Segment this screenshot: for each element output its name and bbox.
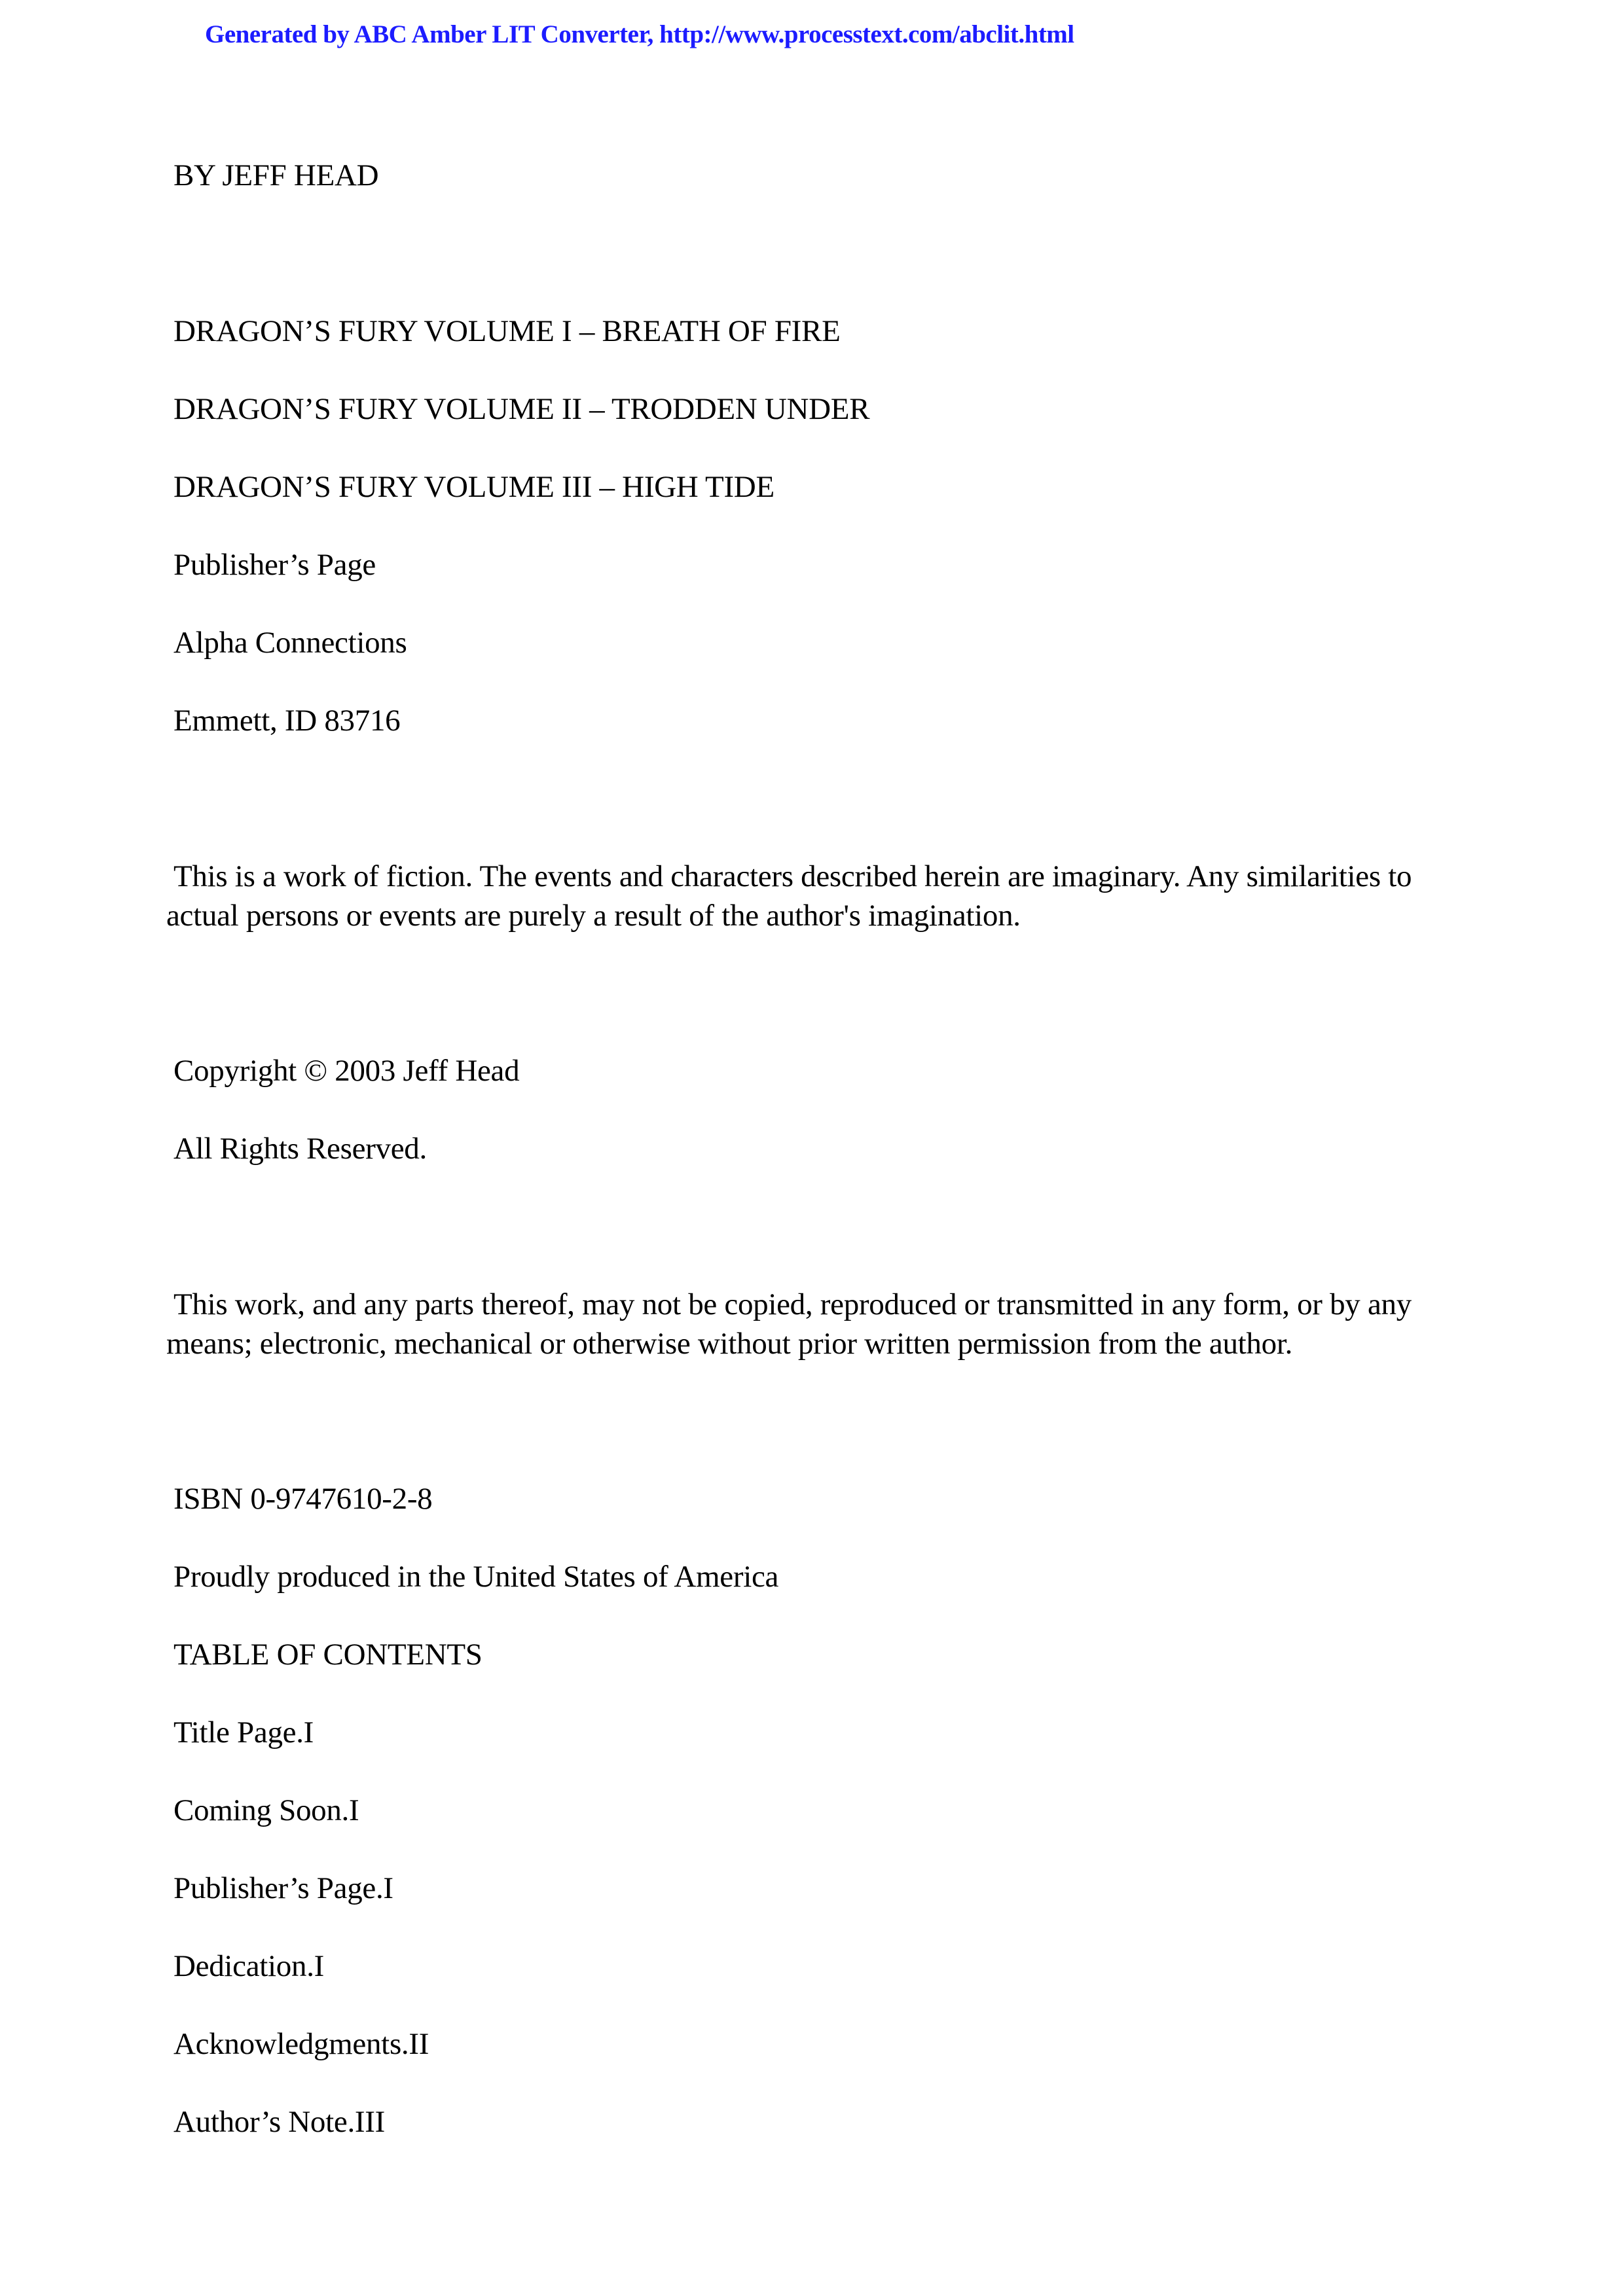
permission-notice-line-1: This work, and any parts thereof, may not be copied, reproduced or transmitted in any form, or by any <box>173 1287 1412 1321</box>
publisher-address: Emmett, ID 83716 <box>173 704 401 738</box>
toc-item-title-page: Title Page.I <box>173 1715 314 1749</box>
generator-link[interactable]: Generated by ABC Amber LIT Converter, http://www.processtext.com/abclit.html <box>205 20 1074 48</box>
toc-item-coming-soon: Coming Soon.I <box>173 1793 359 1827</box>
toc-item-dedication: Dedication.I <box>173 1949 325 1983</box>
toc-item-publishers-page: Publisher’s Page.I <box>173 1871 393 1905</box>
fiction-notice <box>166 857 1489 935</box>
toc-item-acknowledgments: Acknowledgments.II <box>173 2027 429 2061</box>
isbn-line: ISBN 0-9747610-2-8 <box>173 1482 433 1516</box>
fiction-notice-line-1: This is a work of fiction. The events and characters described herein are imaginary. Any similarities to <box>173 859 1412 893</box>
rights-line: All Rights Reserved. <box>173 1132 427 1166</box>
publisher-name: Alpha Connections <box>173 626 407 660</box>
byline: BY JEFF HEAD <box>173 158 379 192</box>
copyright-line: Copyright © 2003 Jeff Head <box>173 1054 520 1088</box>
permission-notice-line-2: means; electronic, mechanical or otherwise without prior written permission from the author. <box>166 1327 1293 1361</box>
series-title-1: DRAGON’S FURY VOLUME I – BREATH OF FIRE <box>173 314 841 348</box>
series-title-3: DRAGON’S FURY VOLUME III – HIGH TIDE <box>173 470 775 504</box>
publisher-heading: Publisher’s Page <box>173 548 376 582</box>
series-title-2: DRAGON’S FURY VOLUME II – TRODDEN UNDER <box>173 392 870 426</box>
fiction-notice-line-2: actual persons or events are purely a result of the author's imagination. <box>166 899 1021 933</box>
permission-notice <box>166 1285 1489 1363</box>
toc-heading: TABLE OF CONTENTS <box>173 1638 483 1672</box>
toc-item-authors-note: Author’s Note.III <box>173 2105 385 2139</box>
produced-line: Proudly produced in the United States of America <box>173 1560 779 1594</box>
